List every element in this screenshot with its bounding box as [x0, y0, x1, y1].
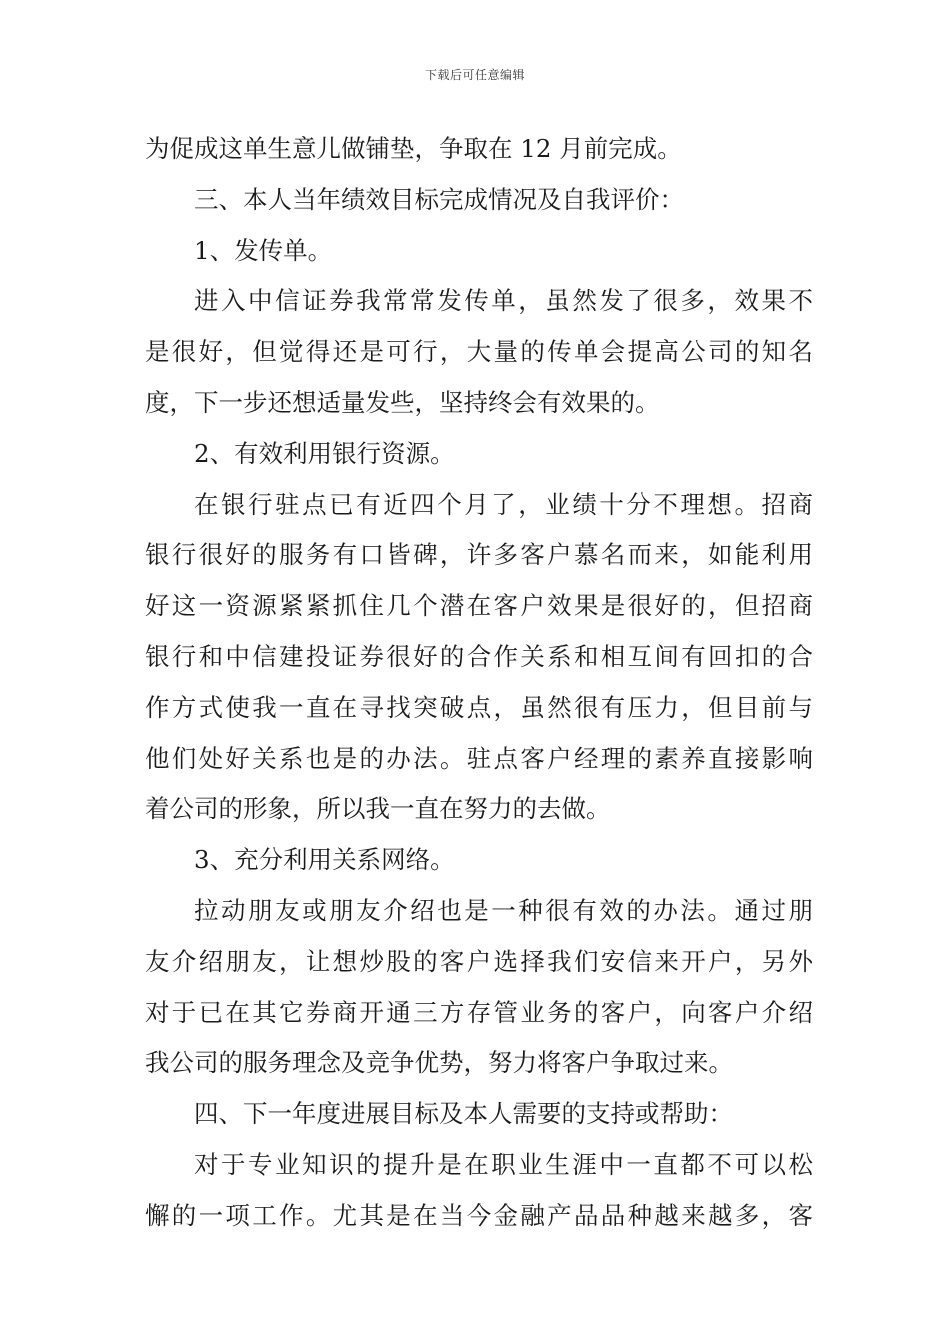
text-line: 对于专业知识的提升是在职业生涯中一直都不可以松 — [194, 1149, 813, 1179]
text-line: 对于已在其它券商开通三方存管业务的客户，向客户介绍 — [145, 997, 813, 1027]
text-line: 是很好，但觉得还是可行，大量的传单会提高公司的知名 — [145, 337, 813, 367]
text-line: 为促成这单生意儿做铺垫，争取在 12 月前完成。 — [145, 134, 682, 163]
text-line: 2、有效利用银行资源。 — [194, 438, 455, 468]
text-line: 进入中信证券我常常发传单，虽然发了很多，效果不 — [194, 286, 813, 316]
text-line: 作方式使我一直在寻找突破点，虽然很有压力，但目前与 — [145, 692, 813, 722]
text-line: 1、发传单。 — [194, 235, 333, 265]
text-line: 懈的一项工作。尤其是在当今金融产品品种越来越多，客 — [145, 1200, 813, 1230]
page-header: 下载后可任意编辑 — [424, 68, 525, 82]
document-body — [145, 124, 813, 1242]
text-line: 好这一资源紧紧抓住几个潜在客户效果是很好的，但招商 — [145, 591, 813, 621]
text-line: 我公司的服务理念及竞争优势，努力将客户争取过来。 — [145, 1048, 733, 1078]
text-line: 着公司的形象，所以我一直在努力的去做。 — [145, 794, 611, 824]
text-line: 四、下一年度进展目标及本人需要的支持或帮助： — [194, 1099, 733, 1129]
text-line: 他们处好关系也是的办法。驻点客户经理的素养直接影响 — [145, 743, 813, 773]
text-line: 友介绍朋友，让想炒股的客户选择我们安信来开户，另外 — [145, 946, 813, 976]
text-line: 银行和中信建投证券很好的合作关系和相互间有回扣的合 — [145, 641, 813, 671]
text-line: 在银行驻点已有近四个月了，业绩十分不理想。招商 — [194, 489, 813, 519]
text-line: 3、充分利用关系网络。 — [194, 845, 455, 875]
text-line: 拉动朋友或朋友介绍也是一种很有效的办法。通过朋 — [194, 895, 813, 925]
text-line: 度，下一步还想适量发些，坚持终会有效果的。 — [145, 387, 660, 417]
text-line: 三、本人当年绩效目标完成情况及自我评价： — [194, 184, 684, 214]
text-line: 银行很好的服务有口皆碑，许多客户慕名而来，如能利用 — [145, 540, 813, 570]
